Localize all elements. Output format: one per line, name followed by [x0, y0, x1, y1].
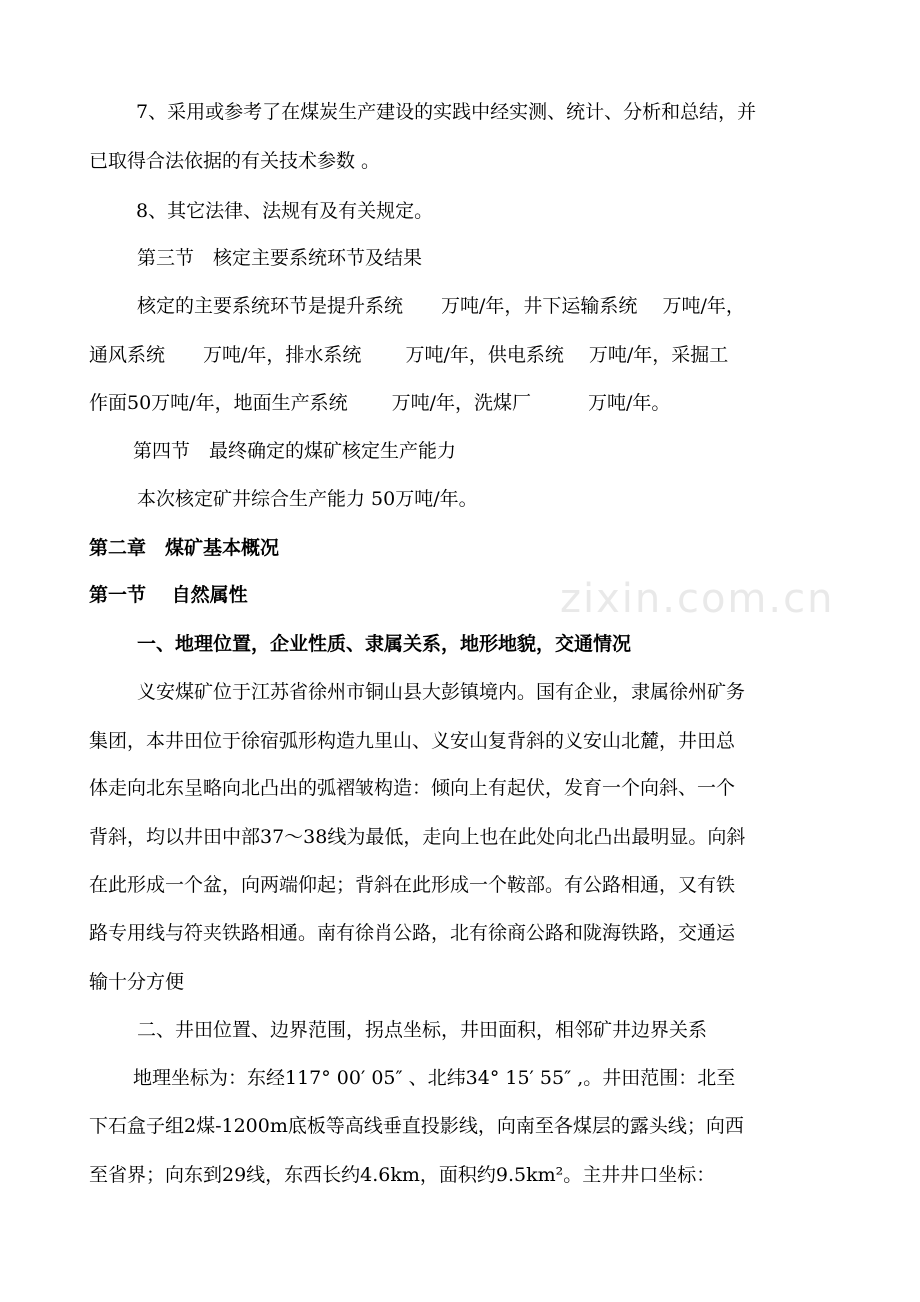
section-heading-3: 第三节 核定主要系统环节及结果 — [137, 247, 423, 269]
text-line-6: 通风系统 万吨/年，排水系统 万吨/年，供电系统 万吨/年，采掘工 — [89, 344, 729, 366]
text-line-23: 至省界；向东到29线，东西长约4.6km，面积约9.5km²。主井井口坐标： — [89, 1164, 716, 1186]
text-line-2: 已取得合法依据的有关技术参数 。 — [89, 150, 381, 172]
subsection-heading-2: 二、井田位置、边界范围，拐点坐标，井田面积，相邻矿井边界关系 — [137, 1019, 708, 1041]
text-line-3: 8、其它法律、法规有及有关规定。 — [136, 200, 434, 222]
section-heading-1: 第一节 自然属性 — [89, 584, 248, 606]
text-line-13: 义安煤矿位于江苏省徐州市铜山县大彭镇境内。国有企业，隶属徐州矿务 — [137, 681, 746, 703]
text-line-15: 体走向北东呈略向北凸出的弧褶皱构造：倾向上有起伏，发育一个向斜、一个 — [89, 777, 736, 799]
text-line-7: 作面50万吨/年，地面生产系统 万吨/年，洗煤厂 万吨/年。 — [89, 392, 671, 414]
text-line-22: 下石盒子组2煤-1200m底板等高线垂直投影线，向南至各煤层的露头线；向西 — [89, 1115, 744, 1137]
section-heading-4: 第四节 最终确定的煤矿核定生产能力 — [133, 440, 457, 462]
text-line-19: 输十分方便 — [89, 971, 185, 993]
text-line-14: 集团，本井田位于徐宿弧形构造九里山、义安山复背斜的义安山北麓，井田总 — [89, 730, 736, 752]
text-line-17: 在此形成一个盆，向两端仰起；背斜在此形成一个鞍部。有公路相通，又有铁 — [89, 874, 736, 896]
text-line-5: 核定的主要系统环节是提升系统 万吨/年，井下运输系统 万吨/年， — [137, 295, 745, 317]
chapter-heading: 第二章 煤矿基本概况 — [89, 537, 280, 559]
watermark: zixin.com.cn — [560, 576, 835, 622]
text-line-21: 地理坐标为：东经117° 00′ 05″ 、北纬34° 15′ 55″ ,。井田范围：北至 — [133, 1067, 736, 1089]
text-line-16: 背斜，均以井田中部37～38线为最低，走向上也在此处向北凸出最明显。向斜 — [89, 826, 746, 848]
text-line-18: 路专用线与符夹铁路相通。南有徐肖公路，北有徐商公路和陇海铁路，交通运 — [89, 922, 736, 944]
subsection-heading-1: 一、地理位置，企业性质、隶属关系，地形地貌，交通情况 — [137, 633, 632, 655]
text-line-9: 本次核定矿井综合生产能力 50万吨/年。 — [137, 488, 478, 510]
text-line-1: 7、采用或参考了在煤炭生产建设的实践中经实测、统计、分析和总结，并 — [136, 101, 757, 123]
